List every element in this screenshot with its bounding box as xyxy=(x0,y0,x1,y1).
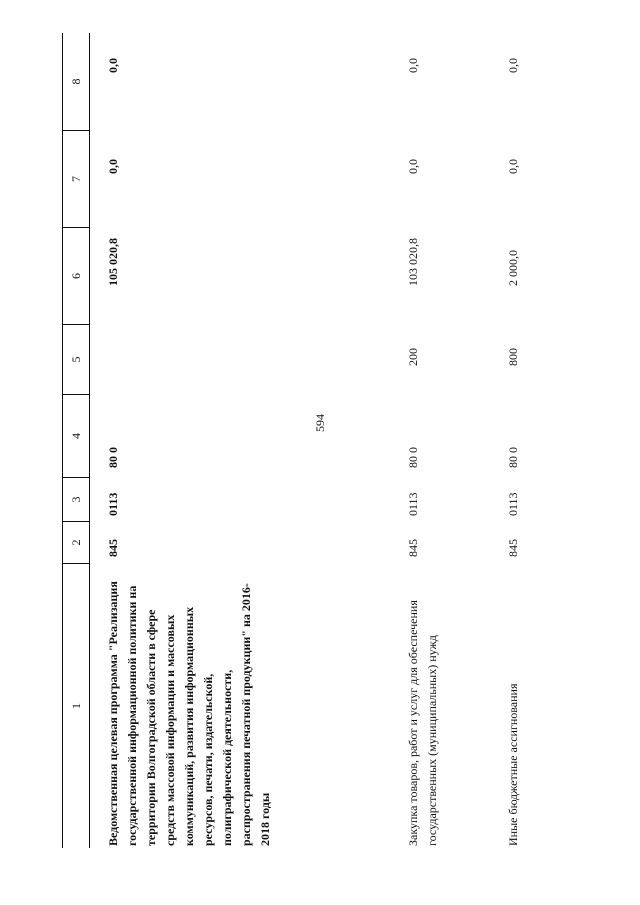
row-c7: 0,0 xyxy=(106,159,120,174)
row-c5: 800 xyxy=(506,348,520,366)
header-col-1: 1 xyxy=(63,563,89,848)
row-c2: 845 xyxy=(406,539,420,557)
row-c7: 0,0 xyxy=(406,159,420,174)
row-c8: 0,0 xyxy=(506,58,520,73)
row-c6: 103 020,8 xyxy=(406,238,420,286)
header-col-4: 4 xyxy=(63,394,89,477)
row-c4: 80 0 xyxy=(106,447,120,468)
row-c6: 2 000,0 xyxy=(506,250,520,286)
row-c2: 845 xyxy=(506,539,520,557)
rotated-table-wrapper xyxy=(62,33,640,848)
table-row xyxy=(104,33,334,848)
table-row xyxy=(504,33,534,848)
row-c8: 0,0 xyxy=(406,58,420,73)
row-c2: 845 xyxy=(106,539,120,557)
row-c3: 0113 xyxy=(106,492,120,516)
page-number: 594 xyxy=(313,414,327,432)
row-c3: 0113 xyxy=(506,492,520,516)
row-c4: 80 0 xyxy=(406,447,420,468)
row-c4: 80 0 xyxy=(506,447,520,468)
header-col-8: 8 xyxy=(69,78,83,85)
header-col-7: 7 xyxy=(63,130,89,227)
table-row xyxy=(404,33,474,848)
row-c3: 0113 xyxy=(406,492,420,516)
row-name: Закупка товаров, работ и услуг для обеспечения государственных (муниципальных) нужд xyxy=(406,600,439,846)
row-c5: 200 xyxy=(406,348,420,366)
header-row xyxy=(62,33,90,848)
row-c8: 0,0 xyxy=(106,58,120,73)
row-name: Ведомственная целевая программа "Реализация государственной информационной политики на территории Волгоградской области в сфере средств массовой информации и массовых коммуникаций, развития информационных ресурсов, печати, издательской, полиграфической деятельности, распространения печатной продукции" на 2016-2018 годы xyxy=(106,581,272,846)
header-col-5: 5 xyxy=(63,324,89,394)
header-col-3: 3 xyxy=(63,477,89,521)
budget-table xyxy=(62,33,640,848)
row-c7: 0,0 xyxy=(506,159,520,174)
row-name: Иные бюджетные ассигнования xyxy=(506,683,520,846)
row-c6: 105 020,8 xyxy=(106,238,120,286)
header-col-6: 6 xyxy=(63,227,89,324)
header-col-2: 2 xyxy=(63,521,89,563)
